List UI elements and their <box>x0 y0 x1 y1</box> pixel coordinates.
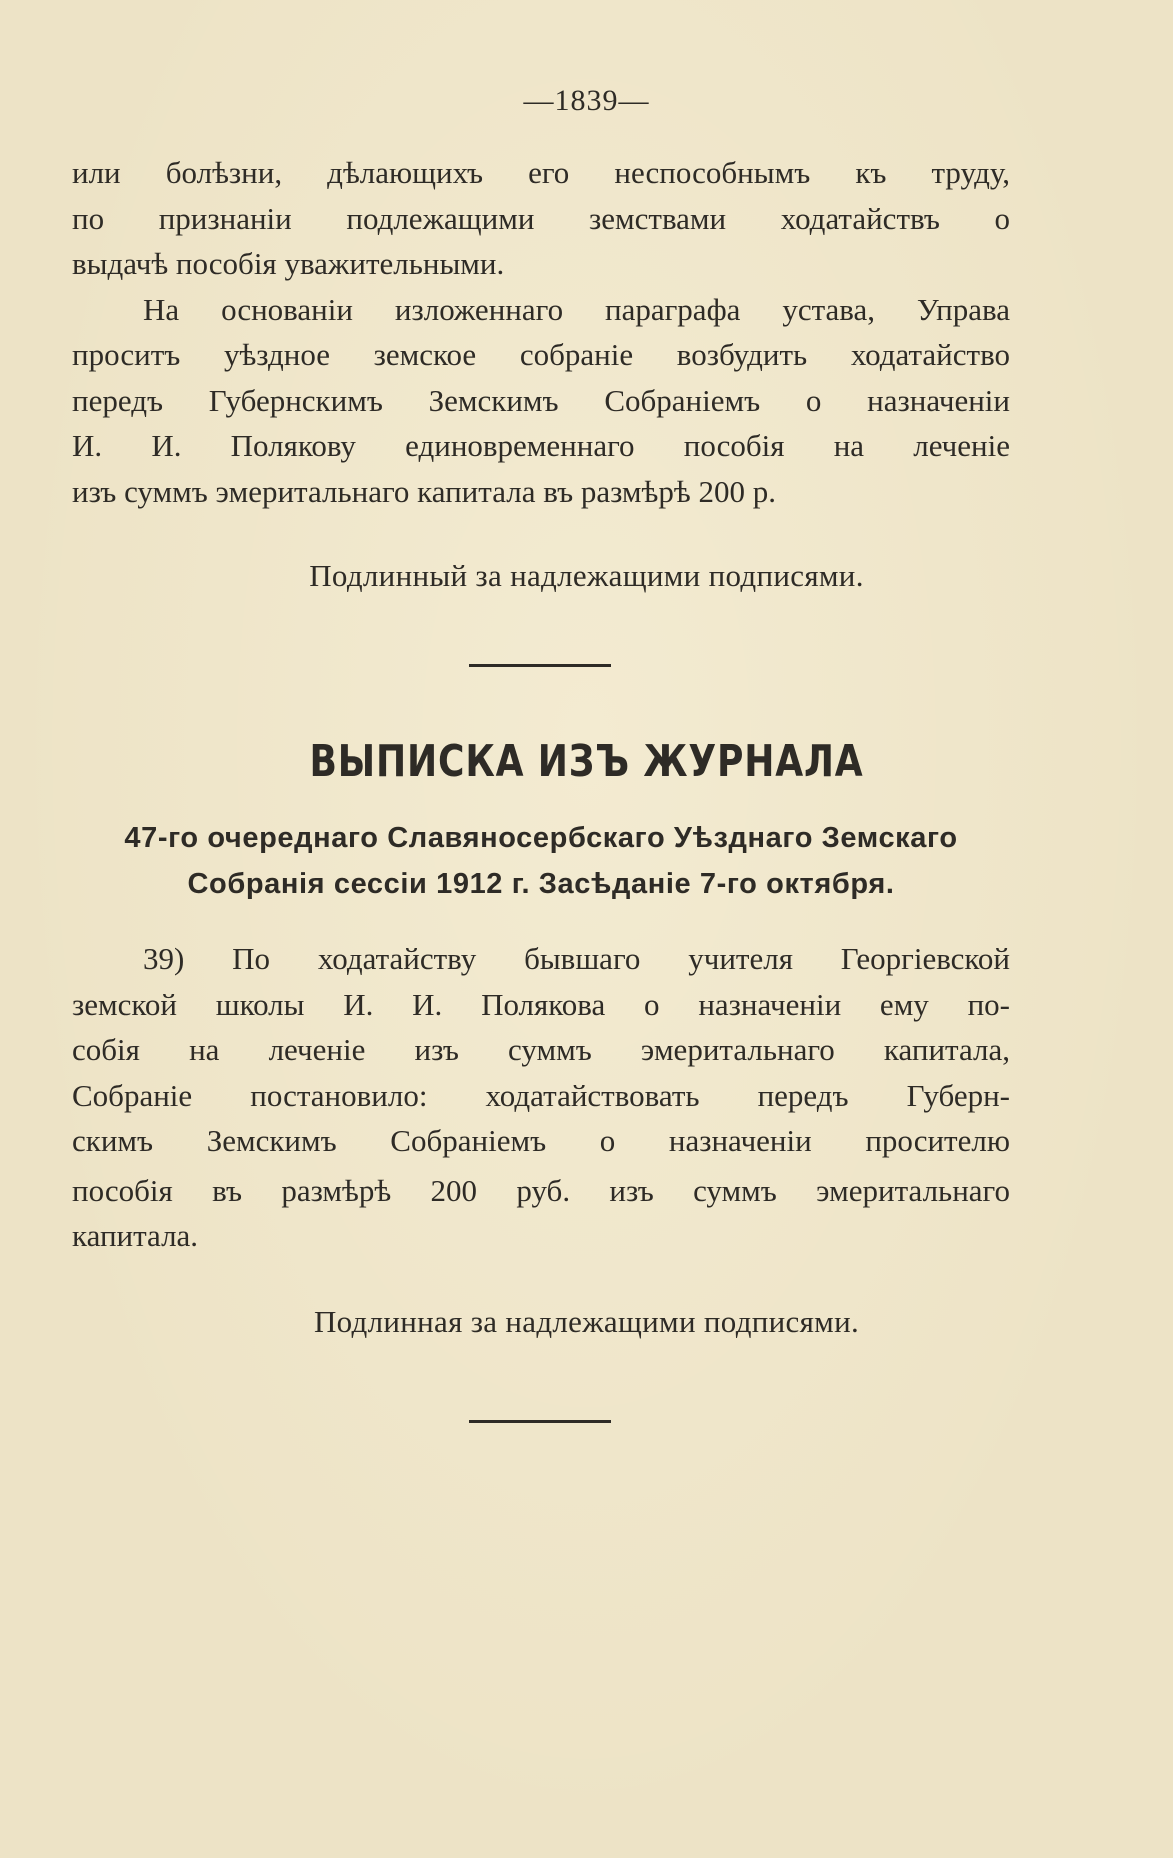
page-number: —1839— <box>523 84 650 117</box>
signature-note: Подлинный за надлежащими подписями. <box>309 558 864 593</box>
text-line: 39) По ходатайству бывшаго учителя Георгіевской <box>143 941 1010 976</box>
signature-note: Подлинная за надлежащими подписями. <box>313 1304 860 1339</box>
text-line: Собраніе постановило: ходатайствовать передъ Губерн- <box>72 1077 1010 1113</box>
text-line: по признаніи подлежащими земствами ходатайствъ о <box>72 200 1010 236</box>
paragraph-request <box>72 150 1010 514</box>
section-heading: ВЫПИСКА ИЗЪ ЖУРНАЛА <box>309 736 864 787</box>
divider-rule <box>469 1420 611 1423</box>
text-line: скимъ Земскимъ Собраніемъ о назначеніи просителю <box>72 1123 1010 1158</box>
text-line: собія на леченіе изъ суммъ эмеритальнаго капитала, <box>72 1032 1010 1067</box>
text-line: земской школы И. И. Полякова о назначеніи ему по- <box>72 986 1010 1022</box>
text-line: проситъ уѣздное земское собраніе возбудить ходатайство <box>72 337 1010 372</box>
text-line: изъ суммъ эмеритальнаго капитала въ размѣрѣ 200 р. <box>72 473 776 509</box>
text-line: передъ Губернскимъ Земскимъ Собраніемъ о назначеніи <box>72 382 1010 418</box>
paragraph-resolution <box>72 936 1010 1259</box>
text-line: или болѣзни, дѣлающихъ его неспособнымъ къ труду, <box>72 155 1010 190</box>
text-line: На основаніи изложеннаго параграфа устава, Управа <box>143 291 1010 327</box>
divider-rule <box>469 664 611 667</box>
text-line: капитала. <box>72 1218 199 1253</box>
text-line: И. И. Полякову единовременнаго пособія на леченіе <box>72 428 1010 463</box>
section-subheading-line: Собранія сессіи 1912 г. Засѣданіе 7-го октября. <box>187 868 895 900</box>
section-subheading-line: 47-го очереднаго Славяносербскаго Уѣзднаго Земскаго <box>124 822 958 854</box>
text-line: выдачѣ пособія уважительными. <box>72 246 505 281</box>
text-line: пособія въ размѣрѣ 200 руб. изъ суммъ эмеритальнаго <box>72 1172 1010 1208</box>
